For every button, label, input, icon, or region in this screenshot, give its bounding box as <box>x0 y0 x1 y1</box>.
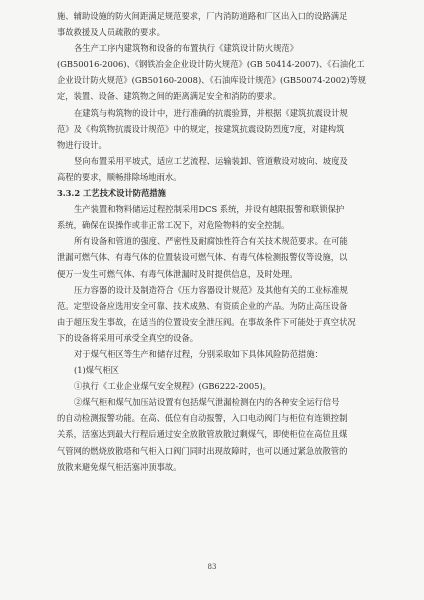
text-line: 泄漏可燃气体、有毒气体的位置装设可燃气体、有毒气体检测报警仪等设施，以 <box>57 252 348 263</box>
text-line: 企业设计防火规范》(GB50160-2008)、《石油库设计规范》(GB50074-2002)等规 <box>57 75 367 86</box>
text-line: 放散来避免煤气柜活塞冲顶事故。 <box>57 461 182 472</box>
text-line: 由于超压发生事故，在适当的位置设安全泄压阀。在事故条件下可能处于真空状况 <box>57 316 356 327</box>
text-line: 在建筑与构筑物的设计中，进行准确的抗震验算，并根据《建筑抗震设计规 <box>74 107 348 118</box>
text-line: 对于煤气柜区等生产和储存过程，分别采取如下具体风险防范措施： <box>74 348 323 359</box>
paragraph-equipment-strength <box>57 233 374 281</box>
text-line: 竖向布置采用平坡式，适应工艺流程、运输装卸、管道敷设对坡向、坡度及 <box>74 155 348 166</box>
text-line: 事故救援及人员疏散的要求。 <box>57 27 165 38</box>
paragraph-seismic-design <box>57 105 374 153</box>
list-heading: (1)煤气柜区 <box>74 365 119 376</box>
text-line: 下的设备将采用可承受全真空的设备。 <box>57 332 199 343</box>
text-line: ②煤气柜和煤气加压站设置有包括煤气泄漏检测在内的各种安全运行信号 <box>74 397 340 408</box>
text-line: 定，装置、设备、建筑物之间的距离满足安全和消防的要求。 <box>57 91 282 102</box>
paragraph-pressure-vessel <box>57 282 374 346</box>
text-line: 施、辅助设施的防火间距满足规范要求，厂内消防道路和厂区出入口的设路满足 <box>57 11 348 21</box>
text-line: 生产装置和物料储运过程控制采用DCS 系统，并设有越限报警和联锁保护 <box>74 204 345 215</box>
text-line: 范》及《构筑物抗震设计规范》中的规定，按建筑抗震设防烈度7度，对建构筑 <box>57 123 345 134</box>
paragraph-dcs-control <box>57 201 374 233</box>
page-number: 83 <box>207 563 217 571</box>
text-line: 范。定型设备应选用安全可靠、技术成熟、有资质企业的产品。为防止高压设备 <box>57 300 348 311</box>
text-line: 物进行设计。 <box>57 139 107 150</box>
text-line: (GB50016-2006)、《钢铁冶金企业设计防火规范》(GB 50414-2007)、《石油化工 <box>57 59 365 70</box>
paragraph-risk-measures-intro <box>57 346 374 362</box>
text-line: 各生产工序内建筑物和设备的布置执行《建筑设计防火规范》 <box>74 43 299 54</box>
text-line: 便万一发生可燃气体、有毒气体泄漏时及时提供信息，及时处理。 <box>57 268 298 279</box>
paragraph-vertical-layout <box>57 153 374 185</box>
list-item-2 <box>57 394 374 474</box>
paragraph-fire-spacing <box>57 8 374 40</box>
paragraph-building-layout <box>57 40 374 104</box>
text-line: 高程的要求，顺畅排除场地雨水。 <box>57 171 182 182</box>
text-line: 所有设备和管道的强度、严密性及耐腐蚀性符合有关技术规范要求。在可能 <box>74 236 348 247</box>
text-line: ①执行《工业企业煤气安全规程》(GB6222-2005)。 <box>74 381 271 392</box>
section-heading: 3.3.2 工艺技术设计防范措施 <box>57 188 166 199</box>
text-line: 的自动检测报警功能。在高、低位有自动报警，入口电动阀门与柜位有连锁控制 <box>57 413 348 424</box>
text-line: 系统，确保在误操作或非正常工况下，对危险物料的安全控制。 <box>57 220 290 231</box>
text-line: 压力容器的设计及制造符合《压力容器设计规范》及其他有关的工业标准规 <box>74 284 348 295</box>
list-item-1 <box>57 378 374 394</box>
text-line: 气管网的燃烧放散塔和气柜入口阀门同时出现故障时，也可以通过紧急放散管的 <box>57 445 348 456</box>
text-line: 关系，活塞达到最大行程后通过安全放散管放散过剩煤气，即使柜位在高位且煤 <box>57 429 348 440</box>
